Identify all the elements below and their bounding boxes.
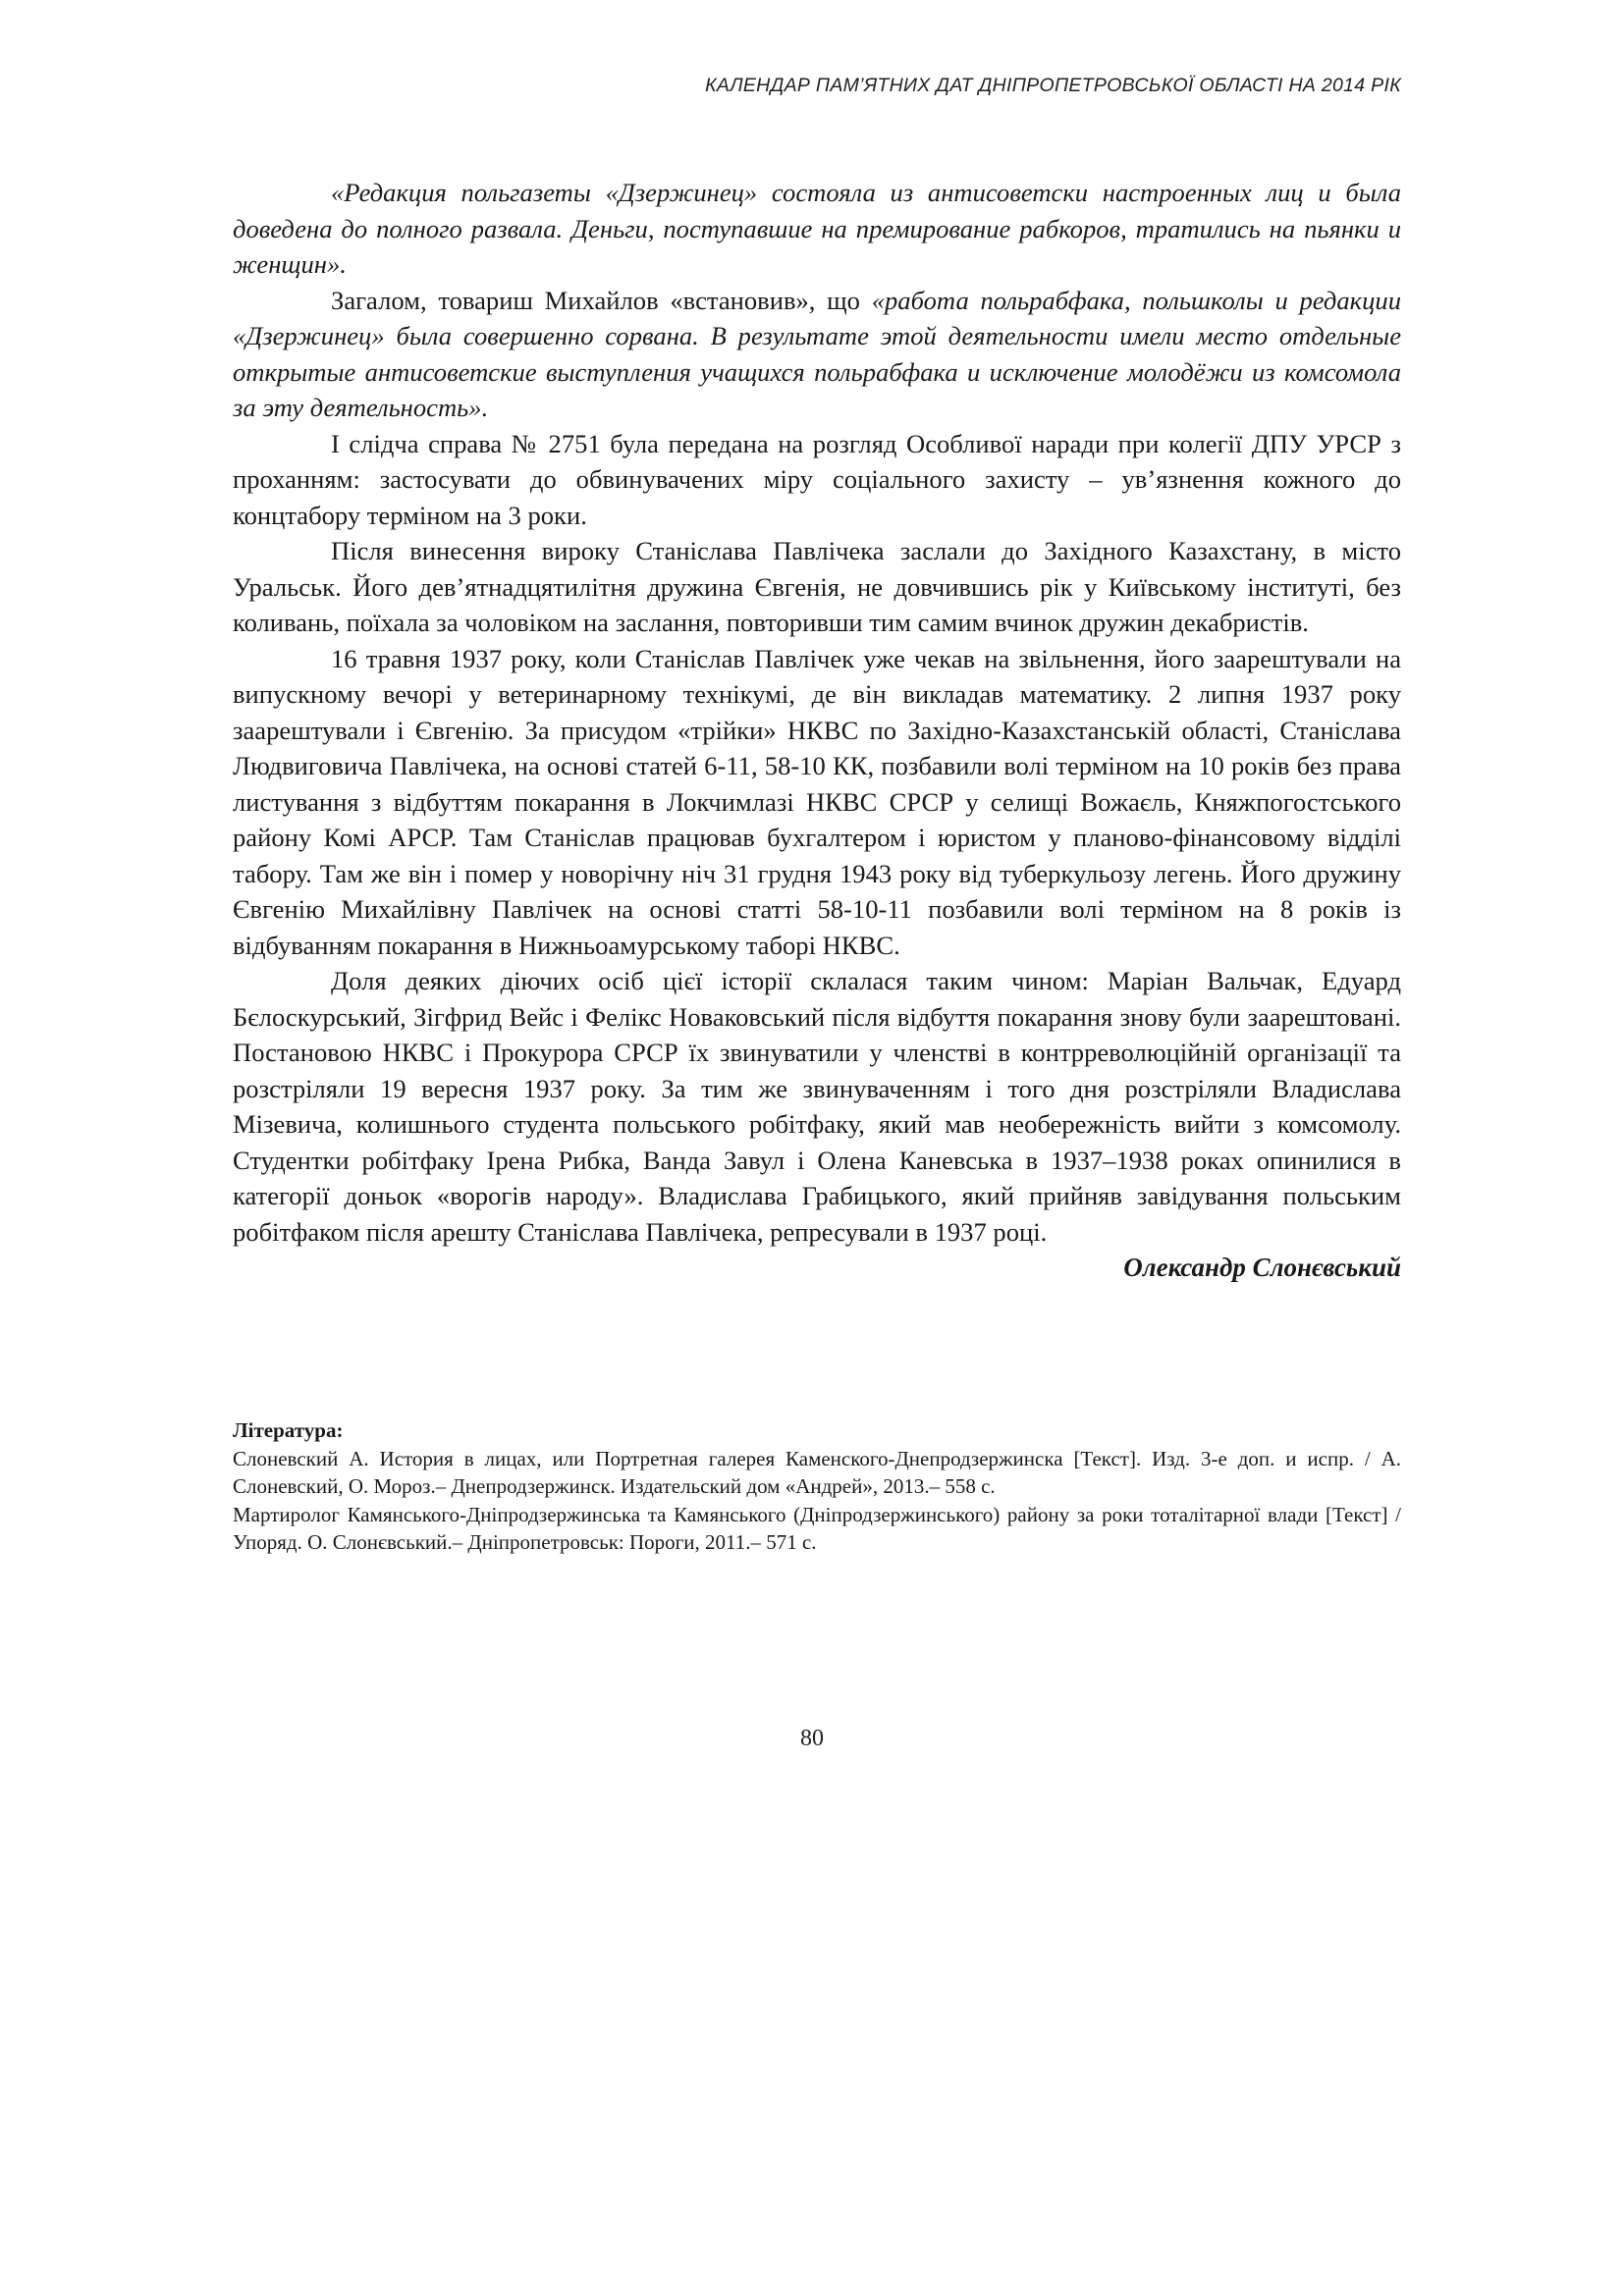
running-header: КАЛЕНДАР ПАМ’ЯТНИХ ДАТ ДНІПРОПЕТРОВСЬКОЇ ОБЛАСТІ НА 2014 РІК <box>705 75 1401 96</box>
paragraph-inline-quote: «работа польрабфака, польшколы и редакции «Дзержинец» была совершенно сорвана. В результате этой деятельности имели место отдельные открытые антисоветские выступления учащихся польрабфака и исключение молодёжи из комсомола за эту деятельность». <box>233 285 1402 422</box>
literature-entry: Слоневский А. История в лицах, или Портретная галерея Каменского-Днепродзержинска [Текст]. Изд. 3-е доп. и испр. / А. Слоневский, О. Мороз.– Днепродзержинск. Издательский дом «Андрей», 2013.– 558 с. <box>233 1446 1401 1498</box>
paragraph-exile-uralsk: Після винесення вироку Станіслава Павлічека заслали до Західного Казахстану, в місто Уральськ. Його дев’ятнадцятилітня дружина Євгенія, не довчившись рік у Київському інституті, без коливань, поїхала за чоловіком на заслання, повторивши тим самим вчинок дружин декабристів. <box>233 536 1401 637</box>
literature-entry: Мартиролог Камянського-Дніпродзержинська та Камянського (Дніпродзержинського) району за роки тоталітарної влади [Текст] / Упоряд. О. Слонєвський.– Дніпропетровськ: Пороги, 2011.– 571 с. <box>233 1502 1401 1554</box>
paragraph-case-2751: І слідча справа № 2751 була передана на розгляд Особливої наради при колегії ДПУ УРСР з проханням: застосувати до обвинувачених міру соціального захисту – ув’язнення кожного до концтабору терміном на 3 роки. <box>233 428 1401 530</box>
paragraph-fates: Доля деяких діючих осіб цієї історії склалася таким чином: Маріан Вальчак, Едуард Бєлоскурський, Зігфрид Вейс і Фелікс Новаковський після відбуття покарання знову були заарештовані. Постановою НКВС і Прокурора СРСР їх звинуватили у членстві в контрреволюційній організації та розстріляли 19 вересня 1937 року. За тим же звинуваченням і того дня розстріляли Владислава Мізевича, колишнього студента польського робітфаку, який мав необережність вийти з комсомолу. Студентки робітфаку Ірена Рибка, Ванда Завул і Олена Каневська в 1937–1938 роках опинилися в категорії доньок «ворогів народу». Владислава Грабицького, який прийняв завідування польським робітфаком після арешту Станіслава Павлічека, репресували в 1937 році. <box>233 966 1401 1247</box>
paragraph-arrest-1937: 16 травня 1937 року, коли Станіслав Павлічек уже чекав на звільнення, його заарештували на випускному вечорі у ветеринарному технікумі, де він викладав математику. 2 липня 1937 року заарештували і Євгенію. За присудом «трійки» НКВС по Західно-Казахстанській області, Станіслава Людвиговича Павлічека, на основі статей 6-11, 58-10 КК, позбавили волі терміном на 10 років без права листування з відбуттям покарання в Локчимлазі НКВС СРСР у селищі Вожаєль, Княжпогостського району Комі АРСР. Там Станіслав працював бухгалтером і юристом у планово-фінансовому відділі табору. Там же він і помер у новорічну ніч 31 грудня 1943 року від туберкульозу легень. Його дружину Євгенію Михайлівну Павлічек на основі статті 58-10-11 позбавили волі терміном на 8 років із відбуванням покарання в Нижньоамурському таборі НКВС. <box>233 643 1401 960</box>
author-signature: Олександр Слонєвський <box>1123 1253 1401 1282</box>
page-number: 80 <box>800 1726 824 1751</box>
paragraph-quote-dzerzhinets: «Редакция польгазеты «Дзержинец» состояла из антисоветски настроенных лиц и была доведена до полного развала. Деньги, поступавшие на премирование рабкоров, тратились на пьянки и женщин». <box>233 178 1401 279</box>
literature-heading: Література: <box>233 1418 344 1442</box>
literature-section <box>233 1416 1401 1557</box>
article-body <box>233 175 1401 1286</box>
paragraph-mikhailov-findings <box>233 283 1401 426</box>
paragraph-lead-text: Загалом, товариш Михайлов «встановив», що <box>331 285 872 315</box>
